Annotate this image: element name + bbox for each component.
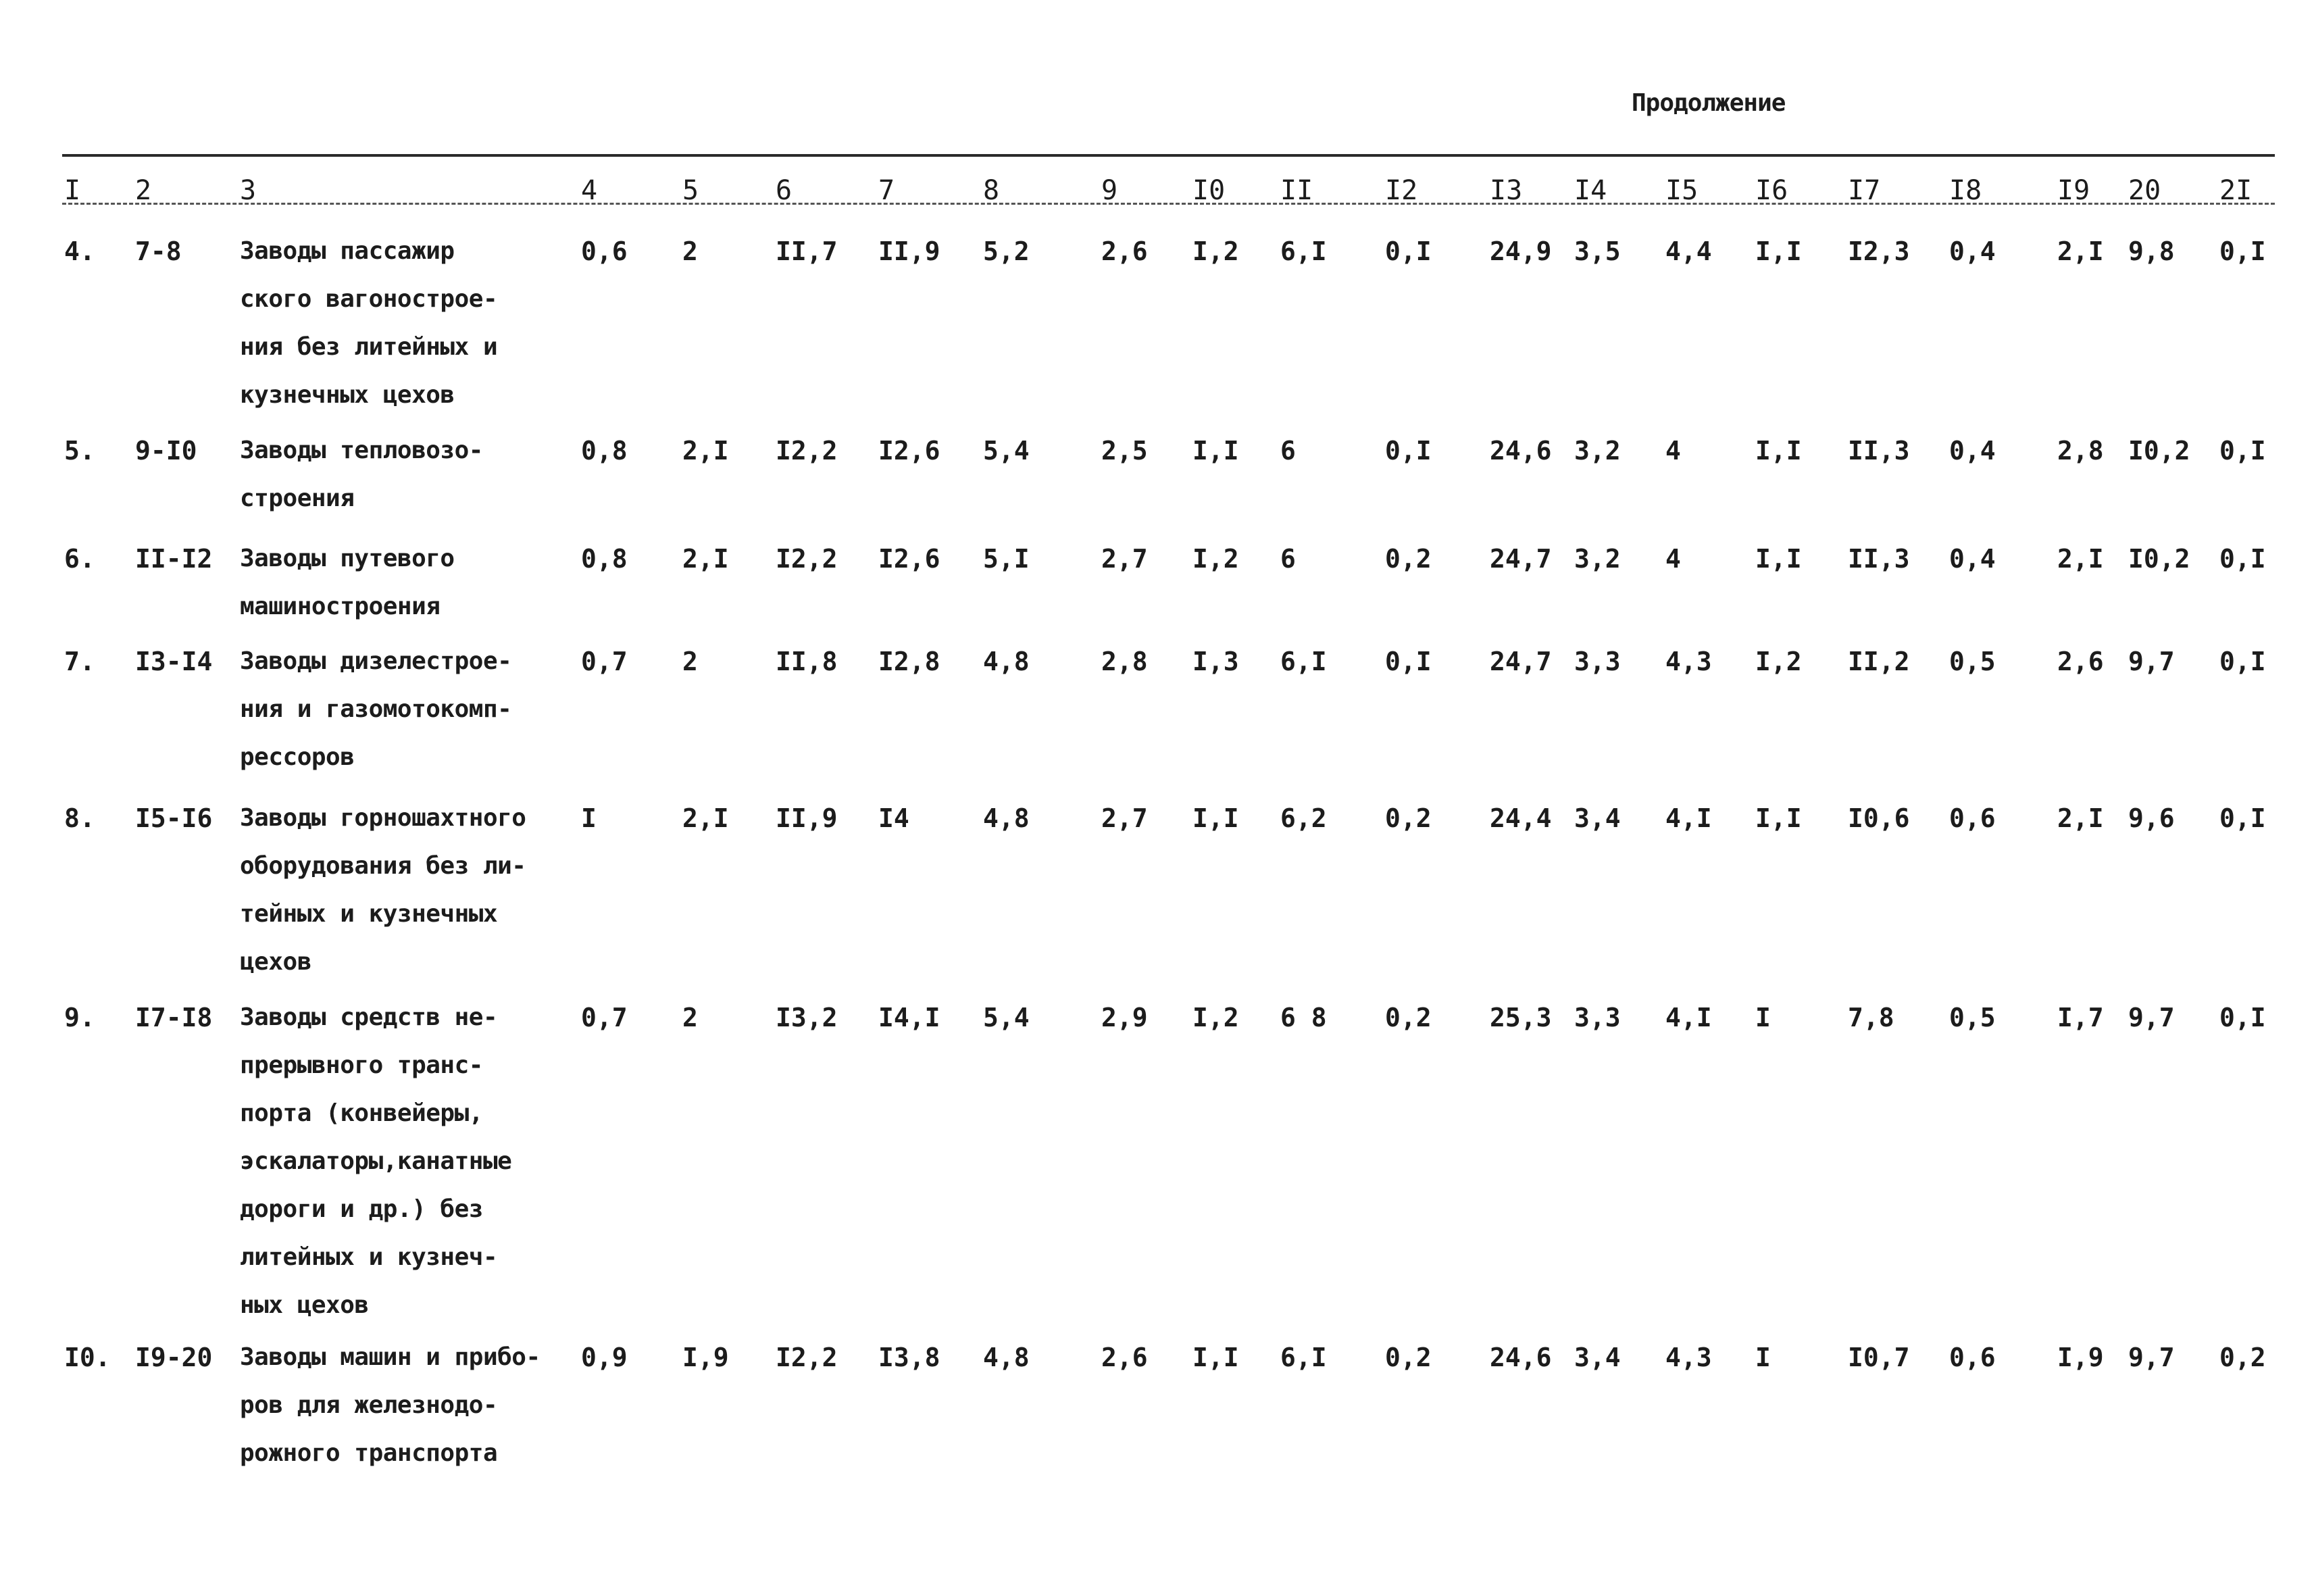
column-header: I4 [1574,175,1607,206]
table-cell: 7,8 [1848,1003,1894,1032]
table-cell: 2,8 [1101,647,1148,676]
table-cell: 0,9 [581,1343,628,1372]
table-cell: 9,6 [2128,803,2175,833]
table-cell: 6,I [1280,236,1327,266]
table-cell: I4 [878,803,909,833]
table-cell: 0,I [2219,544,2266,574]
row-description-line: эскалаторы,канатные [240,1147,512,1175]
table-cell: II,2 [1848,647,1910,676]
table-cell: 6 [1280,544,1296,574]
row-description-line: ния и газомотокомп- [240,695,512,723]
row-description-line: тейных и кузнечных [240,900,498,928]
table-cell: I,I [1755,436,1802,466]
table-cell: 9,7 [2128,1343,2175,1372]
table-cell: 9,7 [2128,1003,2175,1032]
column-header: I8 [1949,175,1982,206]
table-cell: I2,6 [878,544,940,574]
table-cell: 0,I [2219,803,2266,833]
row-description-line: Заводы тепловозо- [240,437,483,464]
column-header: II [1280,175,1313,206]
row-code: I3-I4 [135,647,213,676]
table-cell: 3,5 [1574,236,1621,266]
table-cell: 2,6 [1101,1343,1148,1372]
row-description-line: Заводы машин и прибо- [240,1343,540,1371]
table-cell: 24,7 [1490,544,1552,574]
row-number: I0. [64,1343,111,1372]
row-description-line: литейных и кузнеч- [240,1243,498,1271]
row-description-line: ния без литейных и [240,333,498,361]
row-number: 6. [64,544,95,574]
column-header: 3 [240,175,257,206]
table-cell: 2,7 [1101,544,1148,574]
table-cell: 0,6 [581,236,628,266]
table-cell: II,8 [776,647,838,676]
table-cell: 0,2 [1385,1003,1432,1032]
column-header: I2 [1385,175,1418,206]
row-description-line: порта (конвейеры, [240,1099,483,1127]
table-cell: 9,7 [2128,647,2175,676]
table-cell: 0,4 [1949,236,1996,266]
table-cell: 2,5 [1101,436,1148,466]
row-description-line: Заводы путевого [240,545,455,572]
table-cell: II,9 [776,803,838,833]
table-cell: I,I [1192,803,1239,833]
table-cell: I,7 [2057,1003,2104,1032]
table-top-rule [62,154,2275,157]
table-cell: 4,3 [1665,1343,1712,1372]
table-cell: 0,I [1385,436,1432,466]
column-header: I3 [1490,175,1523,206]
table-cell: I4,I [878,1003,940,1032]
continuation-label: Продолжение [1632,89,1786,117]
table-cell: 0,I [1385,236,1432,266]
table-cell: 0,I [2219,1003,2266,1032]
row-number: 5. [64,436,95,466]
table-cell: 4,4 [1665,236,1712,266]
row-description-line: дороги и др.) без [240,1195,483,1223]
table-cell: I2,3 [1848,236,1910,266]
table-cell: 2 [682,236,698,266]
table-cell: 0,7 [581,647,628,676]
column-header: I9 [2057,175,2090,206]
table-cell: 6,I [1280,647,1327,676]
row-description-line: рессоров [240,743,355,771]
table-cell: 2 [682,647,698,676]
table-cell: 3,2 [1574,436,1621,466]
table-cell: II,9 [878,236,940,266]
column-header: I6 [1755,175,1788,206]
row-number: 9. [64,1003,95,1032]
row-description-line: прерывного транс- [240,1051,483,1079]
row-code: 7-8 [135,236,182,266]
table-cell: 3,4 [1574,1343,1621,1372]
row-code: II-I2 [135,544,213,574]
table-cell: 4,8 [983,1343,1030,1372]
table-cell: 0,2 [1385,1343,1432,1372]
table-cell: 4 [1665,436,1681,466]
table-cell: I0,2 [2128,544,2190,574]
table-cell: 5,2 [983,236,1030,266]
table-cell: 0,I [1385,647,1432,676]
column-header: 2I [2219,175,2253,206]
table-cell: 3,3 [1574,647,1621,676]
row-number: 7. [64,647,95,676]
table-cell: 4,8 [983,647,1030,676]
table-cell: I,I [1755,803,1802,833]
table-cell: I,2 [1192,544,1239,574]
table-cell: 25,3 [1490,1003,1552,1032]
table-cell: 5,4 [983,436,1030,466]
table-cell: 2,9 [1101,1003,1148,1032]
table-cell: I2,8 [878,647,940,676]
table-cell: 2 [682,1003,698,1032]
column-header: I0 [1192,175,1226,206]
row-description-line: Заводы средств не- [240,1003,498,1031]
row-description-line: кузнечных цехов [240,381,455,409]
table-cell: I,I [1192,1343,1239,1372]
row-number: 4. [64,236,95,266]
table-cell: I3,8 [878,1343,940,1372]
table-cell: 2,I [2057,544,2104,574]
column-header: 20 [2128,175,2161,206]
table-cell: 3,3 [1574,1003,1621,1032]
table-cell: II,7 [776,236,838,266]
table-cell: I,I [1755,236,1802,266]
table-cell: I,2 [1192,1003,1239,1032]
table-cell: 0,2 [2219,1343,2266,1372]
table-cell: I0,2 [2128,436,2190,466]
table-cell: I2,2 [776,1343,838,1372]
table-cell: 2,I [682,436,729,466]
column-header: 6 [776,175,793,206]
column-header: 5 [682,175,699,206]
table-cell: 5,4 [983,1003,1030,1032]
row-description-line: рожного транспорта [240,1439,498,1467]
row-number: 8. [64,803,95,833]
table-cell: 24,7 [1490,647,1552,676]
header-underline-rule [62,203,2275,205]
row-code: I7-I8 [135,1003,213,1032]
table-cell: 2,7 [1101,803,1148,833]
table-cell: I,2 [1192,236,1239,266]
row-description-line: Заводы горношахтного [240,804,526,832]
row-description-line: Заводы дизелестрое- [240,647,512,675]
row-description-line: ского вагоностроe- [240,285,498,313]
table-cell: 24,4 [1490,803,1552,833]
table-cell: I,I [1755,544,1802,574]
table-cell: 6,I [1280,1343,1327,1372]
column-header: 2 [135,175,152,206]
row-description-line: оборудования без ли- [240,852,526,880]
table-cell: 0,5 [1949,1003,1996,1032]
row-description-line: строения [240,484,355,512]
table-cell: 4,I [1665,1003,1712,1032]
table-cell: 0,2 [1385,803,1432,833]
table-cell: I [1755,1343,1771,1372]
table-cell: 4 [1665,544,1681,574]
column-header: 4 [581,175,598,206]
row-description-line: цехов [240,948,311,976]
table-cell: 4,8 [983,803,1030,833]
table-cell: 0,I [2219,436,2266,466]
table-cell: 2,I [2057,236,2104,266]
table-cell: I3,2 [776,1003,838,1032]
table-cell: I,I [1192,436,1239,466]
table-cell: 24,9 [1490,236,1552,266]
table-cell: 0,6 [1949,1343,1996,1372]
table-cell: I,3 [1192,647,1239,676]
table-cell: I2,2 [776,436,838,466]
table-cell: I,9 [2057,1343,2104,1372]
table-cell: 0,I [2219,236,2266,266]
table-cell: I2,2 [776,544,838,574]
row-description-line: ров для железнодо- [240,1391,498,1419]
column-header: 7 [878,175,895,206]
table-cell: I0,7 [1848,1343,1910,1372]
table-cell: 0,4 [1949,436,1996,466]
column-header: I5 [1665,175,1699,206]
table-cell: 3,2 [1574,544,1621,574]
table-cell: 24,6 [1490,1343,1552,1372]
row-description-line: машиностроения [240,593,441,620]
column-header: I [64,175,81,206]
table-cell: 0,7 [581,1003,628,1032]
table-cell: 0,2 [1385,544,1432,574]
table-cell: I,9 [682,1343,729,1372]
table-cell: I,2 [1755,647,1802,676]
table-cell: 3,4 [1574,803,1621,833]
table-cell: 4,I [1665,803,1712,833]
table-cell: 6,2 [1280,803,1327,833]
table-cell: 0,4 [1949,544,1996,574]
table-cell: 2,8 [2057,436,2104,466]
table-cell: 6 [1280,436,1296,466]
row-code: I5-I6 [135,803,213,833]
row-description-line: Заводы пассажир [240,237,455,265]
table-cell: 2,I [682,544,729,574]
table-cell: 0,5 [1949,647,1996,676]
table-cell: 5,I [983,544,1030,574]
table-cell: 2,6 [1101,236,1148,266]
row-code: 9-I0 [135,436,197,466]
table-cell: 0,I [2219,647,2266,676]
table-cell: 2,6 [2057,647,2104,676]
column-header: I7 [1848,175,1881,206]
table-cell: 0,6 [1949,803,1996,833]
table-cell: 0,8 [581,544,628,574]
table-cell: 2,I [2057,803,2104,833]
table-cell: I [1755,1003,1771,1032]
column-header: 9 [1101,175,1118,206]
table-cell: I [581,803,597,833]
table-cell: 2,I [682,803,729,833]
table-cell: II,3 [1848,436,1910,466]
column-header: 8 [983,175,1000,206]
table-cell: 4,3 [1665,647,1712,676]
table-cell: I2,6 [878,436,940,466]
row-description-line: ных цехов [240,1291,369,1319]
row-code: I9-20 [135,1343,213,1372]
table-cell: 24,6 [1490,436,1552,466]
table-cell: 6 8 [1280,1003,1327,1032]
table-cell: II,3 [1848,544,1910,574]
table-cell: 0,8 [581,436,628,466]
table-cell: I0,6 [1848,803,1910,833]
table-cell: 9,8 [2128,236,2175,266]
